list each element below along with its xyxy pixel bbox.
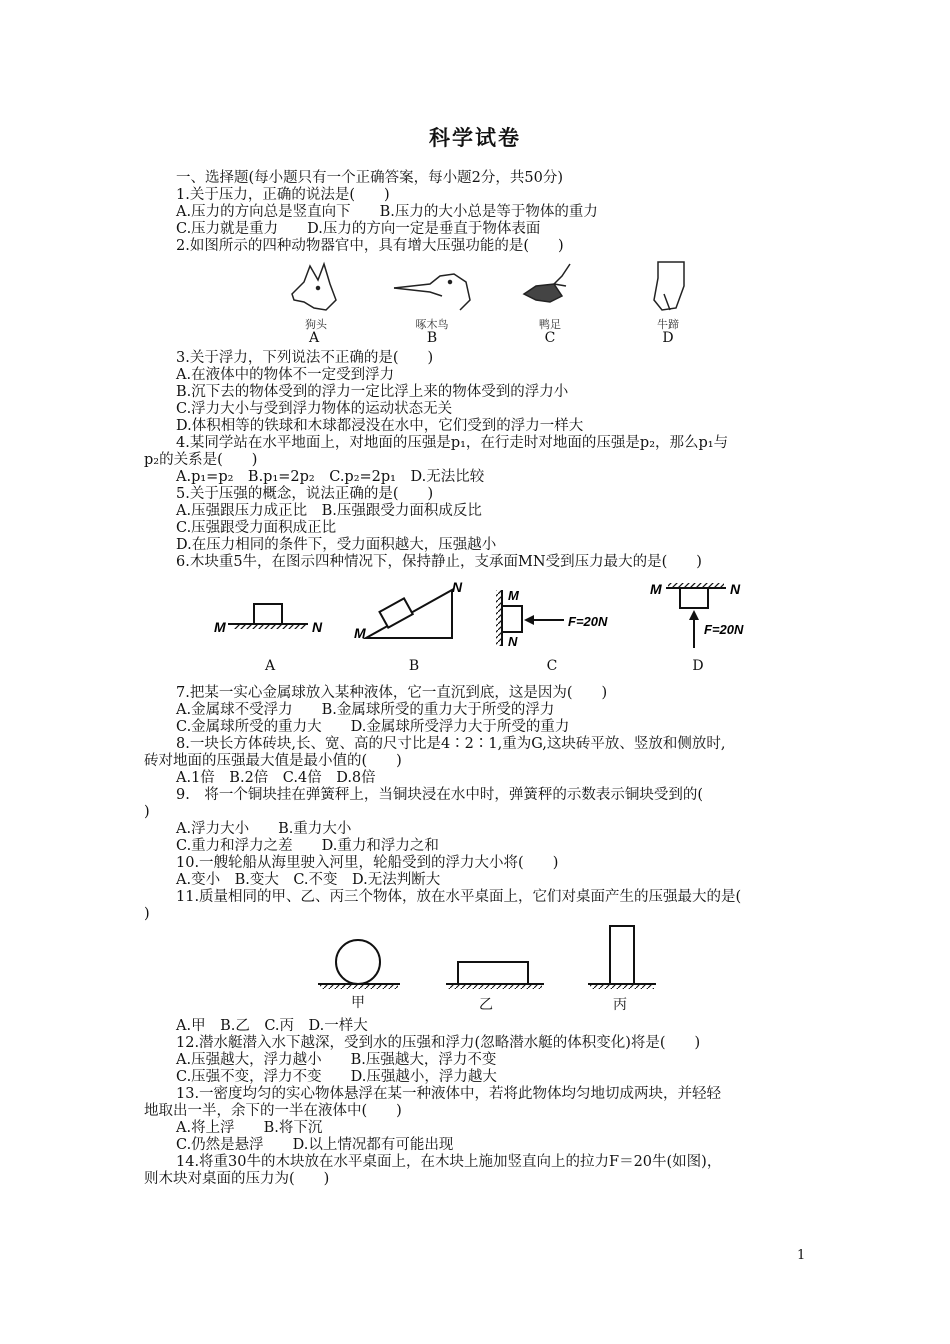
text-line: C.仍然是悬浮 D.以上情况都有可能出现 [176, 1137, 454, 1153]
object-bing [588, 926, 656, 989]
text-line: C.浮力大小与受到浮力物体的运动状态无关 [176, 401, 453, 417]
caption-duck-foot: 鸭足 [539, 318, 561, 331]
text-line: 1.关于压力，正确的说法是( ) [176, 187, 390, 203]
text-line: A.p₁=p₂ B.p₁=2p₂ C.p₂=2p₁ D.无法比较 [176, 469, 485, 485]
text-line: B.沉下去的物体受到的浮力一定比浮上来的物体受到的浮力小 [176, 384, 569, 400]
text-line: C.压强跟受力面积成正比 [176, 520, 337, 536]
animal-drawings [274, 256, 708, 328]
text-line: A.浮力大小 B.重力大小 [176, 821, 352, 837]
text-line: A.金属球不受浮力 B.金属球所受的重力大于所受的浮力 [176, 702, 555, 718]
caption-dog-head: 狗头 [305, 318, 327, 331]
text-line: A.压强越大，浮力越小 B.压强越大，浮力不变 [176, 1052, 497, 1068]
duck-foot-drawing [524, 264, 570, 302]
label-m-a: M [214, 619, 226, 635]
diagram-a [214, 604, 323, 635]
caption-woodpecker: 啄木鸟 [415, 318, 449, 331]
text-line: C.压强不变，浮力不变 D.压强越小，浮力越大 [176, 1069, 497, 1085]
force-drawings [210, 576, 770, 656]
label-n-d: N [730, 581, 741, 597]
text-line: 地取出一半，余下的一半在液体中( ) [144, 1103, 402, 1119]
text-line: A.在液体中的物体不一定受到浮力 [176, 367, 395, 383]
option-d-label: D [692, 658, 704, 674]
option-b-label: B [408, 658, 420, 674]
diagram-d [650, 581, 744, 648]
object-yi [446, 962, 544, 989]
dog-head-drawing [292, 264, 336, 310]
option-b-label: B [426, 330, 438, 346]
label-m-d: M [650, 581, 662, 597]
label-n-a: N [312, 619, 323, 635]
label-bing: 丙 [613, 997, 627, 1013]
text-line: p₂的关系是( ) [144, 452, 258, 468]
option-d-label: D [662, 330, 674, 346]
text-line: A.压力的方向总是竖直向下 B.压力的大小总是等于物体的重力 [176, 204, 598, 220]
text-line: 13.一密度均匀的实心物体悬浮在某一种液体中，若将此物体均匀地切成两块，并轻轻 [176, 1086, 722, 1102]
label-m-c: M [508, 588, 519, 603]
animal-organs-figure [274, 256, 708, 348]
text-line: 9. 将一个铜块挂在弹簧秤上，当铜块浸在水中时，弹簧秤的示数表示铜块受到的( [176, 787, 703, 803]
label-n-b: N [452, 579, 463, 595]
option-a-label: A [308, 330, 320, 346]
text-line: A.1倍 B.2倍 C.4倍 D.8倍 [176, 770, 376, 786]
page-title: 科学试卷 [429, 126, 521, 150]
text-line: 2.如图所示的四种动物器官中，具有增大压强功能的是( ) [176, 238, 564, 254]
object-jia [318, 940, 400, 989]
caption-ox-hoof: 牛蹄 [657, 318, 679, 331]
text-line: A.甲 B.乙 C.丙 D.一样大 [176, 1018, 368, 1034]
diagram-c [496, 588, 608, 649]
page-number: 1 [797, 1248, 806, 1263]
label-jia: 甲 [351, 995, 365, 1011]
text-line: C.压力就是重力 D.压力的方向一定是垂直于物体表面 [176, 221, 541, 237]
text-line: C.重力和浮力之差 D.重力和浮力之和 [176, 838, 439, 854]
diagram-b [354, 579, 463, 641]
text-line: C.金属球所受的重力大 D.金属球所受浮力大于所受的重力 [176, 719, 570, 735]
label-force-d: F=20N [704, 622, 744, 637]
label-m-b: M [354, 625, 366, 641]
option-a-label: A [264, 658, 276, 674]
text-line: D.体积相等的铁球和木球都浸没在水中，它们受到的浮力一样大 [176, 418, 584, 434]
text-line: 一、选择题(每小题只有一个正确答案，每小题2分，共50分) [176, 170, 563, 186]
text-line: 7.把某一实心金属球放入某种液体，它一直沉到底，这是因为( ) [176, 685, 608, 701]
text-line: 11.质量相同的甲、乙、丙三个物体，放在水平桌面上，它们对桌面产生的压强最大的是( [176, 889, 742, 905]
text-line: 14.将重30牛的木块放在水平桌面上，在木块上施加竖直向上的拉力F＝20牛(如图)， [176, 1154, 722, 1170]
text-line: 则木块对桌面的压力为( ) [144, 1171, 330, 1187]
option-c-label: C [544, 330, 556, 346]
text-line: ) [144, 906, 150, 922]
text-line: 12.潜水艇潜入水下越深，受到水的压强和浮力(忽略潜水艇的体积变化)将是( ) [176, 1035, 701, 1051]
text-line: 8.一块长方体砖块,长、宽、高的尺寸比是4∶2∶1,重为G,这块砖平放、竖放和侧放时, [176, 736, 726, 752]
text-line: 4.某同学站在水平地面上，对地面的压强是p₁，在行走时对地面的压强是p₂，那么p₁与 [176, 435, 729, 451]
three-objects-figure [318, 922, 658, 1016]
label-yi: 乙 [479, 997, 493, 1013]
text-line: A.压强跟压力成正比 B.压强跟受力面积成反比 [176, 503, 482, 519]
label-n-c: N [508, 634, 518, 649]
force-diagrams-figure [210, 576, 770, 676]
option-c-label: C [546, 658, 558, 674]
ox-hoof-drawing [654, 262, 684, 310]
text-line: 3.关于浮力，下列说法不正确的是( ) [176, 350, 434, 366]
label-force-c: F=20N [568, 614, 608, 629]
text-line: 砖对地面的压强最大值是最小值的( ) [144, 753, 402, 769]
text-line: A.将上浮 B.将下沉 [176, 1120, 323, 1136]
text-line: 10.一艘轮船从海里驶入河里，轮船受到的浮力大小将( ) [176, 855, 559, 871]
text-line: A.变小 B.变大 C.不变 D.无法判断大 [176, 872, 441, 888]
woodpecker-drawing [394, 274, 470, 310]
text-line: 6.木块重5牛，在图示四种情况下，保持静止，支承面MN受到压力最大的是( ) [176, 554, 702, 570]
text-line: ) [144, 804, 150, 820]
text-line: D.在压力相同的条件下，受力面积越大，压强越小 [176, 537, 497, 553]
text-line: 5.关于压强的概念，说法正确的是( ) [176, 486, 434, 502]
